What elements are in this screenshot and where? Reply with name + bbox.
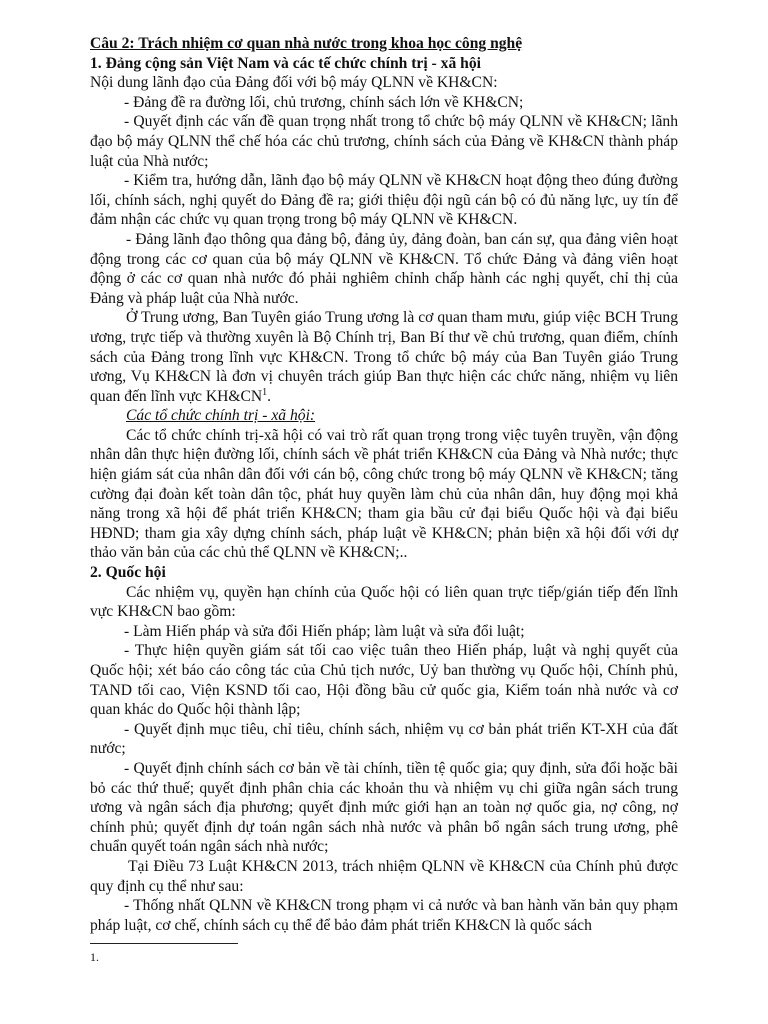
paragraph-assembly-intro: Các nhiệm vụ, quyền hạn chính của Quốc hội có liên quan trực tiếp/gián tiếp đến lĩnh vực KH&CN bao gồm: [90, 583, 678, 621]
subheading-orgs-text: Các tổ chức chính trị - xã hội: [126, 407, 316, 425]
section-heading-party: 1. Đảng cộng sản Việt Nam và các tế chức chính trị - xã hội [90, 54, 481, 72]
paragraph-intro: Nội dung lãnh đạo của Đảng đối với bộ máy QLNN về KH&CN: [90, 74, 498, 92]
document-page [90, 34, 678, 935]
section-heading-assembly: 2. Quốc hội [90, 564, 166, 582]
bullet-item: - Thống nhất QLNN về KH&CN trong phạm vi cả nước và ban hành văn bản quy phạm pháp luật, cơ chế, chính sách cụ thể để bảo đảm phát triển KH&CN là quốc sách [90, 897, 678, 934]
paragraph-orgs: Các tổ chức chính trị-xã hội có vai trò rất quan trọng trong việc tuyên truyền, vận động nhân dân thực hiện đường lối, chính sách về phát triển KH&CN của Đảng và Nhà nước; thực hiện giám sát của nhân dân đối với cán bộ, công chức trong bộ máy QLNN về KH&CN; tăng cường đại đoàn kết toàn dân tộc, phát huy quyền làm chủ của nhân dân, huy động mọi khả năng trong xã hội để phát triển KH&CN; tham gia bầu cử đại biểu Quốc hội và đại biểu HĐND; tham gia xây dựng chính sách, pháp luật về KH&CN; phản biện xã hội đối với dự thảo văn bản của các chủ thể QLNN về KH&CN;.. [90, 426, 678, 562]
bullet-item: - Quyết định mục tiêu, chỉ tiêu, chính sách, nhiệm vụ cơ bản phát triển KT-XH của đất nước; [90, 720, 678, 758]
footnote-reference: 1 [262, 386, 268, 398]
page-title: Câu 2: Trách nhiệm cơ quan nhà nước trong khoa học công nghệ [90, 35, 523, 52]
paragraph-central-text: Ở Trung ương, Ban Tuyên giáo Trung ương là cơ quan tham mưu, giúp việc BCH Trung ương, trực tiếp và thường xuyên là Bộ Chính trị, Ban Bí thư về chủ trương, quan điểm, chính sách của Đảng trong lĩnh vực KH&CN. Trong tổ chức bộ máy của Ban Tuyên giáo Trung ương, Vụ KH&CN là đơn vị chuyên trách giúp Ban thực hiện các chức năng, nhiệm vụ liên quan đến lĩnh vực KH&CN [90, 309, 678, 405]
bullet-item: - Đảng lãnh đạo thông qua đảng bộ, đảng ủy, đảng đoàn, ban cán sự, qua đảng viên hoạt động trong các cơ quan của bộ máy QLNN về KH&CN. Tổ chức Đảng và đảng viên hoạt động ở các cơ quan nhà nước đó phải nghiêm chỉnh chấp hành các nghị quyết, chỉ thị của Đảng và pháp luật của Nhà nước. [90, 230, 678, 307]
footnote-separator [90, 943, 238, 944]
bullet-item: - Thực hiện quyền giám sát tối cao việc tuân theo Hiến pháp, luật và nghị quyết của Quốc hội; xét báo cáo công tác của Chủ tịch nước, Uỷ ban thường vụ Quốc hội, Chính phủ, TAND tối cao, Viện KSND tối cao, Hội đồng bầu cử quốc gia, Kiểm toán nhà nước và cơ quan khác do Quốc hội thành lập; [90, 642, 678, 719]
subheading-orgs [90, 406, 678, 426]
bullet-item: - Kiểm tra, hướng dẫn, lãnh đạo bộ máy QLNN về KH&CN hoạt động theo đúng đường lối, chính sách, nghị quyết do Đảng đề ra; giới thiệu đội ngũ cán bộ có đủ năng lực, uy tín để đảm nhận các chức vụ quan trọng trong bộ máy QLNN về KH&CN. [90, 172, 678, 229]
paragraph-central-end: . [267, 387, 272, 405]
footnote: 1. [90, 950, 99, 964]
bullet-item: - Quyết định chính sách cơ bản về tài chính, tiền tệ quốc gia; quy định, sửa đổi hoặc bãi bỏ các thứ thuế; quyết định phân chia các khoản thu và nhiệm vụ chi giữa ngân sách trung ương và ngân sách địa phương; quyết định mức giới hạn an toàn nợ quốc gia, nợ công, nợ chính phủ; quyết định dự toán ngân sách nhà nước và phân bổ ngân sách trung ương, phê chuẩn quyết toán ngân sách nhà nước; [90, 759, 678, 856]
bullet-item: - Đảng đề ra đường lối, chủ trương, chính sách lớn về KH&CN; [124, 93, 524, 111]
paragraph-central [90, 308, 678, 406]
paragraph-article-73: Tại Điều 73 Luật KH&CN 2013, trách nhiệm QLNN về KH&CN của Chính phủ được quy định cụ thể như sau: [90, 857, 678, 895]
bullet-item: - Quyết định các vấn đề quan trọng nhất trong tổ chức bộ máy QLNN về KH&CN; lãnh đạo bộ máy QLNN thể chế hóa các chủ trương, chính sách của Đảng về KH&CN thành pháp luật của Nhà nước; [90, 113, 678, 170]
bullet-item: - Làm Hiến pháp và sửa đổi Hiến pháp; làm luật và sửa đổi luật; [124, 622, 525, 640]
